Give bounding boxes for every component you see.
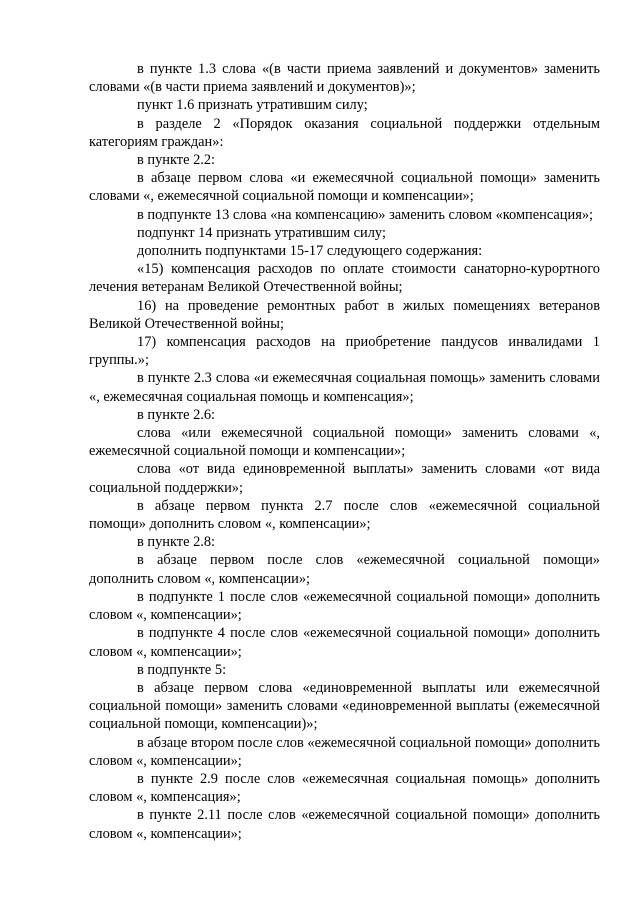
paragraph: 16) на проведение ремонтных работ в жилых помещениях ветеранов Великой Отечественной войны;: [89, 297, 600, 332]
paragraph: в абзаце втором после слов «ежемесячной социальной помощи» дополнить словом «, компенсации»;: [89, 734, 600, 769]
paragraph: в пункте 2.3 слова «и ежемесячная социальная помощь» заменить словами «, ежемесячная социальная помощь и компенсация»;: [89, 370, 600, 405]
paragraph: в пункте 2.11 после слов «ежемесячной социальной помощи» дополнить словом «, компенсации»;: [89, 807, 600, 842]
paragraph: слова «от вида единовременной выплаты» заменить словами «от вида социальной поддержки»;: [89, 461, 600, 496]
paragraph: в пункте 2.9 после слов «ежемесячная социальная помощь» дополнить словом «, компенсация»;: [89, 770, 600, 806]
paragraph: пункт 1.6 признать утратившим силу;: [137, 97, 368, 114]
paragraph: в пункте 2.6:: [137, 406, 216, 423]
paragraph: в подпункте 4 после слов «ежемесячной социальной помощи» дополнить словом «, компенсации»;: [89, 625, 600, 660]
paragraph: подпункт 14 признать утратившим силу;: [137, 224, 386, 241]
paragraph: в разделе 2 «Порядок оказания социальной поддержки отдельным категориям граждан»:: [89, 115, 600, 150]
paragraph: дополнить подпунктами 15-17 следующего содержания:: [137, 243, 483, 260]
paragraph: в подпункте 13 слова «на компенсацию» заменить словом «компенсация»;: [137, 206, 594, 223]
paragraph: в абзаце первом слова «единовременной выплаты или ежемесячной социальной помощи» заменить словами «единовременной выплаты (ежемесячной социальной помощи, компенсации)»;: [89, 679, 600, 733]
paragraph: в абзаце первом пункта 2.7 после слов «ежемесячной социальной помощи» дополнить словом «, компенсации»;: [89, 497, 600, 533]
paragraph: в абзаце первом слова «и ежемесячной социальной помощи» заменить словами «, ежемесячной социальной помощи и компенсации»;: [89, 170, 600, 205]
paragraph: в подпункте 5:: [137, 661, 227, 678]
paragraph: в пункте 2.2:: [137, 152, 216, 169]
document-page: [89, 60, 600, 843]
paragraph: в пункте 1.3 слова «(в части приема заявлений и документов» заменить словами «(в части приема заявлений и документов)»;: [89, 61, 600, 96]
paragraph: 17) компенсация расходов на приобретение пандусов инвалидами 1 группы.»;: [89, 334, 600, 369]
paragraph: в подпункте 1 после слов «ежемесячной социальной помощи» дополнить словом «, компенсации»;: [89, 588, 600, 624]
paragraph: слова «или ежемесячной социальной помощи» заменить словами «, ежемесячной социальной помощи и компенсации»;: [89, 425, 600, 460]
paragraph: «15) компенсация расходов по оплате стоимости санаторно-курортного лечения ветеранам Великой Отечественной войны;: [89, 261, 600, 296]
paragraph: в пункте 2.8:: [137, 534, 216, 551]
paragraph: в абзаце первом после слов «ежемесячной социальной помощи» дополнить словом «, компенсации»;: [89, 552, 600, 587]
